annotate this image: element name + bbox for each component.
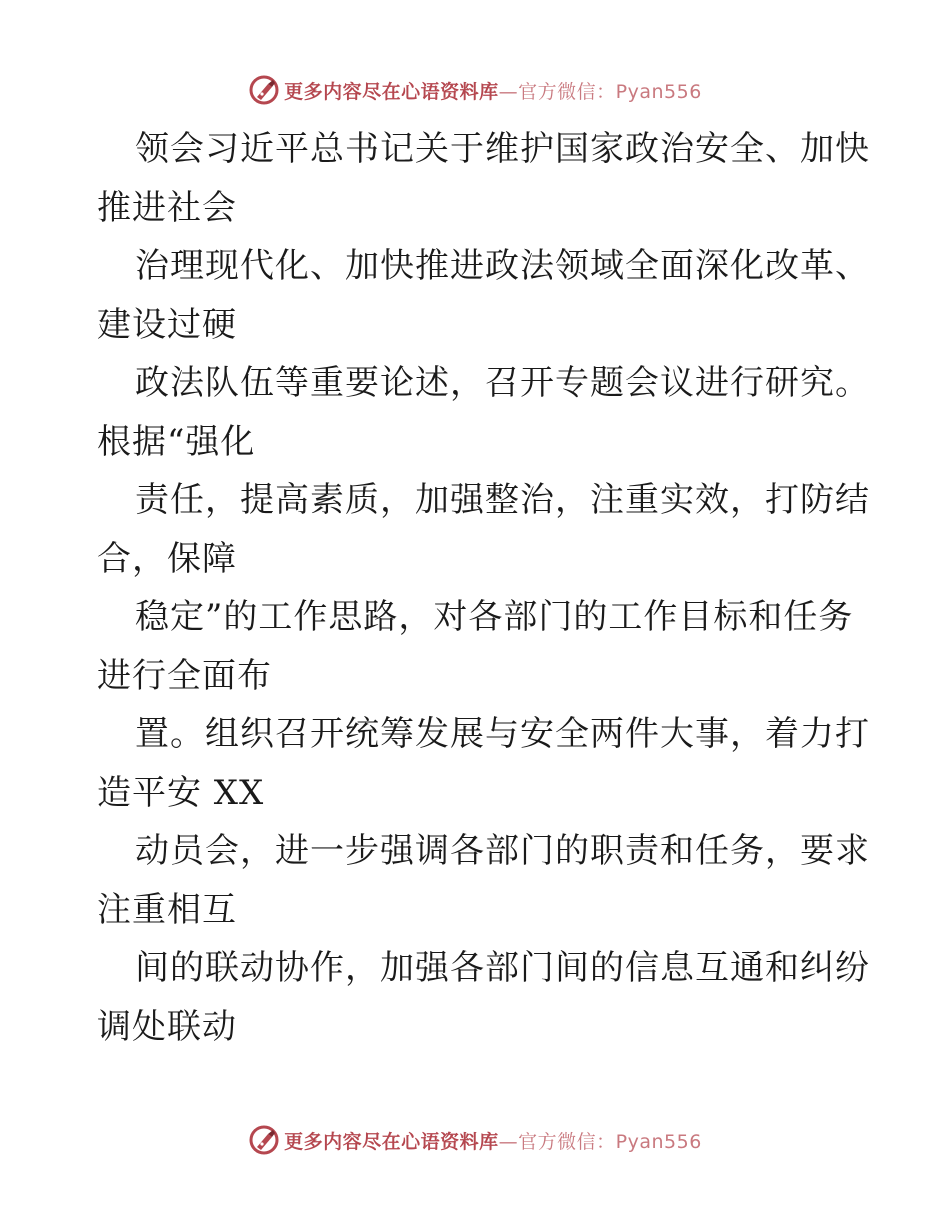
paragraph-line: 政法队伍等重要论述，召开专题会议进行研究。	[135, 363, 870, 403]
banner-text	[284, 1127, 702, 1154]
footer-banner	[0, 1120, 950, 1160]
paragraph-line: 造平安 XX	[97, 772, 265, 813]
body-text	[97, 120, 870, 1056]
paragraph-line: 间的联动协作，加强各部门间的信息互通和纠纷	[135, 948, 870, 988]
paragraph-line: 领会习近平总书记关于维护国家政治安全、加快	[135, 129, 870, 169]
paragraph-line: 合，保障	[97, 538, 237, 579]
paragraph-line: 置。组织召开统筹发展与安全两件大事，着力打	[135, 714, 870, 754]
header-banner	[0, 70, 950, 110]
contact-text: 官方微信：Pyan556	[518, 1130, 702, 1153]
paragraph-line: 建设过硬	[97, 304, 237, 345]
banner-dash: —	[498, 80, 519, 103]
pen-nib-logo-icon	[248, 1124, 280, 1156]
paragraph-line: 动员会，进一步强调各部门的职责和任务，要求	[135, 831, 870, 871]
paragraph-line: 责任，提高素质，加强整治，注重实效，打防结	[135, 480, 870, 520]
banner-dash: —	[498, 1130, 519, 1153]
paragraph-line: 治理现代化、加快推进政法领域全面深化改革、	[135, 246, 870, 286]
paragraph-line: 进行全面布	[97, 655, 272, 696]
paragraph-line: 注重相互	[97, 889, 237, 930]
contact-text: 官方微信：Pyan556	[518, 80, 702, 103]
paragraph-line: 稳定”的工作思路，对各部门的工作目标和任务	[135, 597, 854, 637]
pen-nib-logo-icon	[248, 74, 280, 106]
brand-text: 更多内容尽在心语资料库	[284, 1130, 499, 1153]
paragraph-line: 推进社会	[97, 187, 237, 228]
paragraph-line: 根据“强化	[97, 421, 256, 462]
brand-text: 更多内容尽在心语资料库	[284, 80, 499, 103]
banner-text	[284, 77, 702, 104]
paragraph-line: 调处联动	[97, 1006, 237, 1047]
